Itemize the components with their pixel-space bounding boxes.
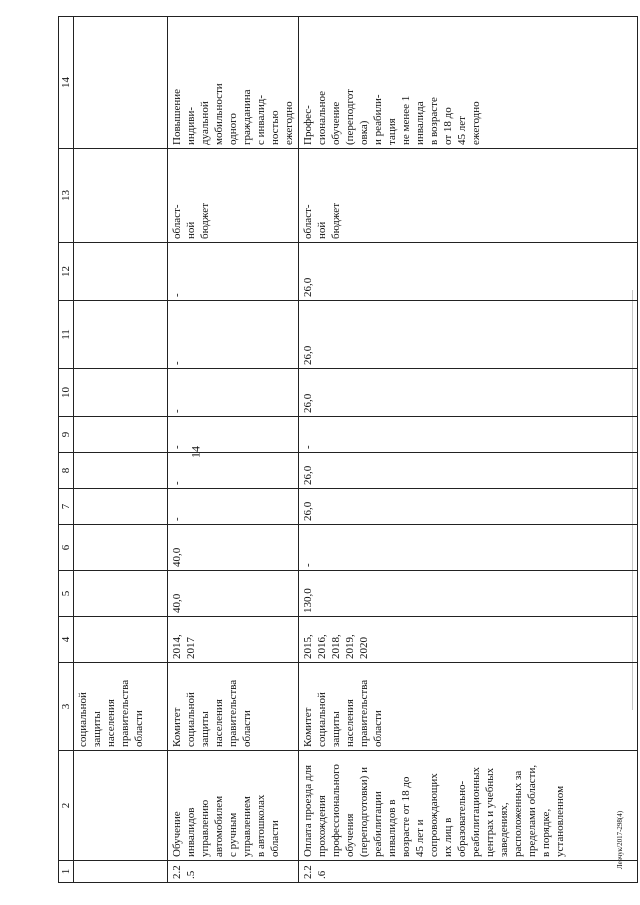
header-cell: 9 (59, 417, 74, 453)
cell-executor: социальной защиты населения правительства области (74, 663, 168, 751)
cell-source: област- ной бюджет (299, 149, 638, 243)
cell-total: 40,0 (168, 571, 299, 617)
rotated-table-container (58, 17, 638, 883)
cell-years: 2015, 2016, 2018, 2019, 2020 (299, 617, 638, 663)
header-cell: 8 (59, 453, 74, 489)
cell-executor: Комитет социальной защиты населения правительства области (299, 663, 638, 751)
cell-total (74, 571, 168, 617)
program-table (58, 16, 638, 883)
cell-years (74, 617, 168, 663)
table-row (299, 17, 638, 883)
cell-number: 2.2.5 (168, 861, 299, 883)
cell-y2014: 40,0 (168, 525, 299, 571)
cell-y2018 (74, 369, 168, 417)
header-cell: 13 (59, 149, 74, 243)
table-row (74, 17, 168, 883)
cell-y2015 (74, 489, 168, 525)
cell-y2014: - (299, 525, 638, 571)
cell-y2018: - (168, 369, 299, 417)
header-cell: 11 (59, 301, 74, 369)
cell-y2019: - (168, 301, 299, 369)
header-cell: 6 (59, 525, 74, 571)
cell-y2015: 26,0 (299, 489, 638, 525)
cell-y2019: 26,0 (299, 301, 638, 369)
cell-source (74, 149, 168, 243)
cell-result: Повышение индиви- дуальной мобильности одного гражданина с инвалид- ностью ежегодно (168, 17, 299, 149)
footer-code: Левчук/2017-298(4) (616, 810, 624, 870)
table-row (168, 17, 299, 883)
cell-total: 130,0 (299, 571, 638, 617)
cell-measure: Оплата проезда для прохождения профессионального обучения (переподготовки) и реабилитации инвалидов в возрасте от 18 до 45 лет и сопровождающих их лиц в образовательно- реабилитационных центрах и учебных заведениях, расположенных за пределами области, в порядке, установленном (299, 751, 638, 861)
header-cell: 4 (59, 617, 74, 663)
header-cell: 12 (59, 243, 74, 301)
cell-y2017: - (168, 417, 299, 453)
cell-y2019 (74, 301, 168, 369)
cell-y2016: 26,0 (299, 453, 638, 489)
cell-executor: Комитет социальной защиты населения правительства области (168, 663, 299, 751)
cell-number: 2.2.6 (299, 861, 638, 883)
cell-y2020: - (168, 243, 299, 301)
header-cell: 1 (59, 861, 74, 883)
header-cell: 7 (59, 489, 74, 525)
cell-measure: Обучение инвалидов управлению автомобилем с ручным управлением в автошколах области (168, 751, 299, 861)
header-cell: 5 (59, 571, 74, 617)
header-row (59, 17, 74, 883)
cell-source: област- ной бюджет (168, 149, 299, 243)
cell-y2017 (74, 417, 168, 453)
cell-y2020: 26,0 (299, 243, 638, 301)
cell-y2014 (74, 525, 168, 571)
header-cell: 2 (59, 751, 74, 861)
cell-y2015: - (168, 489, 299, 525)
cell-years: 2014, 2017 (168, 617, 299, 663)
cell-y2017: - (299, 417, 638, 453)
header-cell: 10 (59, 369, 74, 417)
cell-y2018: 26,0 (299, 369, 638, 417)
cell-measure (74, 751, 168, 861)
cell-result (74, 17, 168, 149)
cell-y2020 (74, 243, 168, 301)
cell-y2016: - (168, 453, 299, 489)
header-cell: 14 (59, 17, 74, 149)
page-number: 14 (188, 446, 203, 458)
cell-number (74, 861, 168, 883)
cell-y2016 (74, 453, 168, 489)
cell-result: Профес- сиональное обучение (переподгот овка) и реабили- тация не менее 1 инвалида в возрасте от 18 до 45 лет ежегодно (299, 17, 638, 149)
header-cell: 3 (59, 663, 74, 751)
